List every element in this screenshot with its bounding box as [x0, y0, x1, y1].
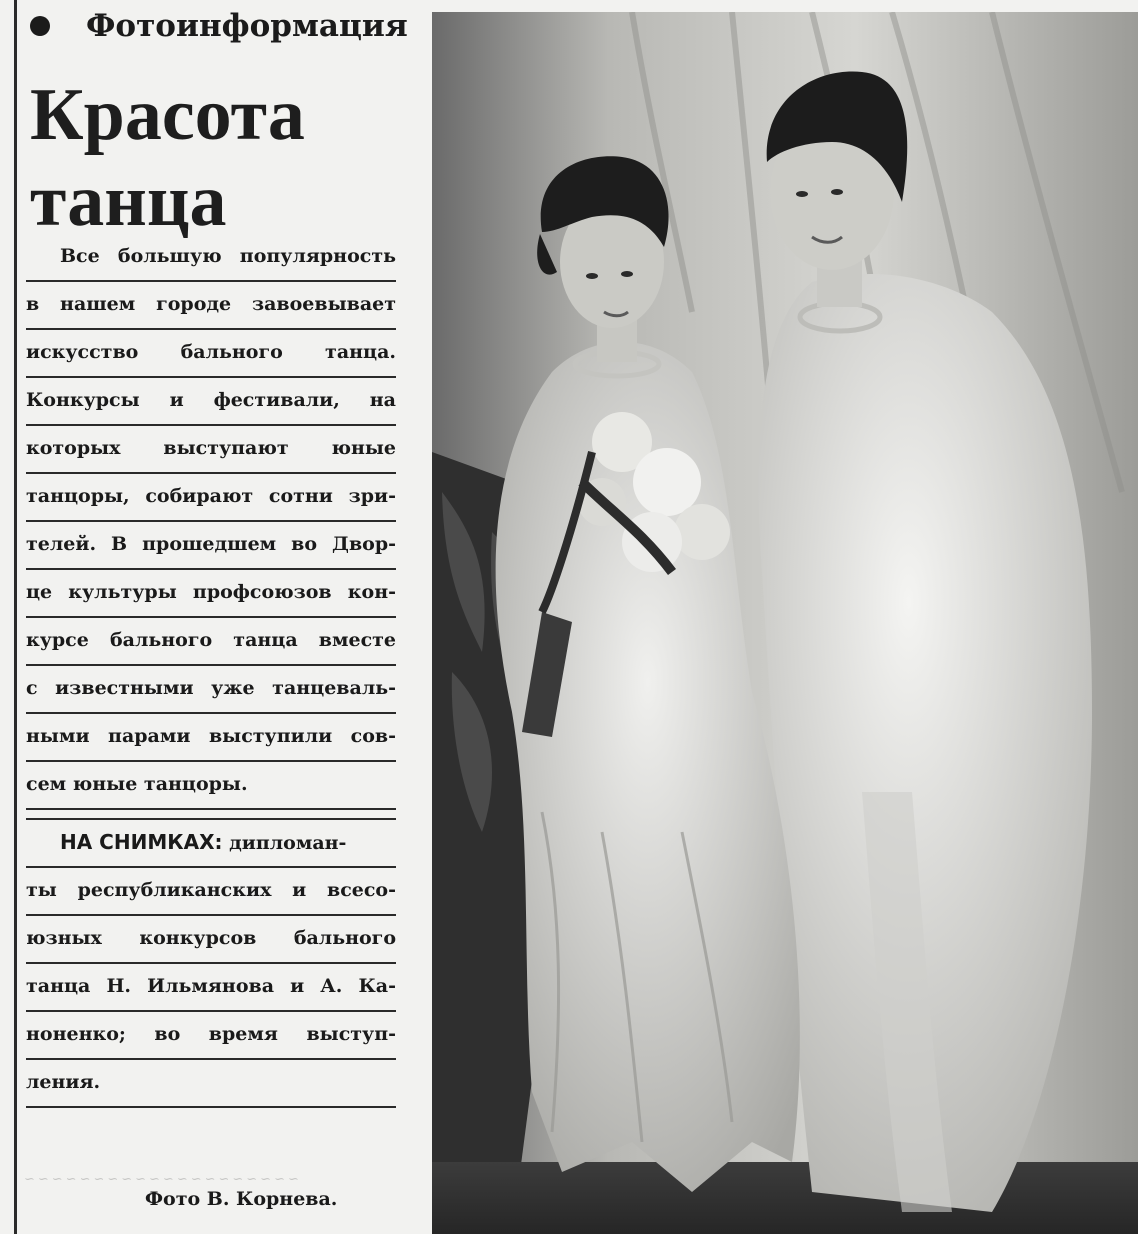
bleed-through-text: ~~~~~~~~~~~~~~~~~~~~ [24, 1171, 302, 1186]
caption-line [26, 820, 396, 868]
article-line: Конкурсы и фестивали, на [26, 378, 396, 426]
article-line: с известными уже танцеваль- [26, 666, 396, 714]
article-line: телей. В прошедшем во Двор- [26, 522, 396, 570]
article-column [26, 234, 396, 1108]
bullet-icon [30, 16, 50, 36]
caption-lead: НА СНИМКАХ: [60, 830, 223, 854]
rubric-label: Фотоинформация [86, 8, 408, 44]
article-line: курсе бального танца вместе [26, 618, 396, 666]
caption-line: юзных конкурсов бального [26, 916, 396, 964]
article-line: танцоры, собирают сотни зри- [26, 474, 396, 522]
caption-line: ты республиканских и всесо- [26, 868, 396, 916]
article-line: це культуры профсоюзов кон- [26, 570, 396, 618]
caption-line-text: дипломан- [222, 832, 347, 854]
headline-line-1: Красота [30, 74, 305, 156]
article-line: в нашем городе завоевывает [26, 282, 396, 330]
article-body [26, 234, 396, 810]
caption-line: ноненко; во время выступ- [26, 1012, 396, 1060]
caption-line: ления. [26, 1060, 396, 1108]
paragraph-gap [26, 810, 396, 820]
article-line: сем юные танцоры. [26, 762, 396, 810]
article-line: ными парами выступили сов- [26, 714, 396, 762]
photo-caption [26, 820, 396, 1108]
article-line: искусство бального танца. [26, 330, 396, 378]
photo-credit: Фото В. Корнева. [145, 1188, 338, 1210]
caption-line: танца Н. Ильмянова и А. Ка- [26, 964, 396, 1012]
headline [30, 72, 410, 244]
headline-line-2: танца [30, 160, 227, 242]
rubric [30, 2, 408, 50]
article-line: которых выступают юные [26, 426, 396, 474]
column-rule [14, 0, 17, 1234]
article-line: Все большую популярность [26, 234, 396, 282]
stage-floor [432, 1162, 1138, 1234]
dance-couple-photo [432, 12, 1138, 1234]
